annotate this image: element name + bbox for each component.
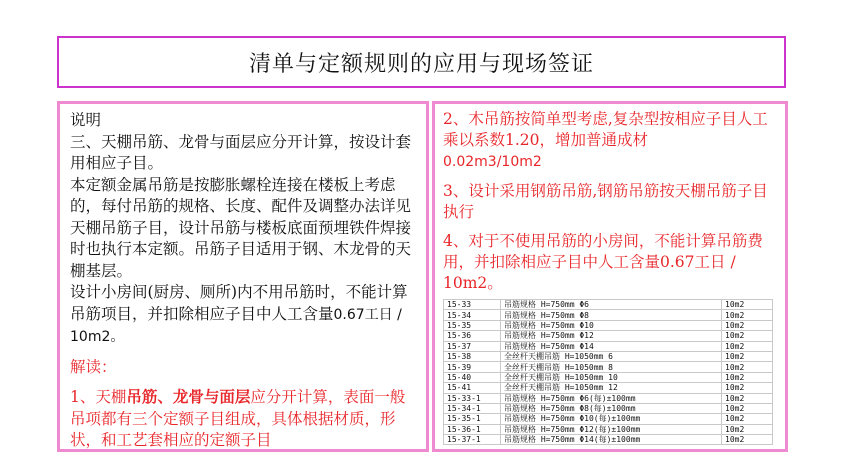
small-room-rule: [70, 282, 418, 349]
table-row: [444, 414, 773, 424]
quota-desc-cell: 吊筋规格 H=750mm Φ6: [501, 300, 722, 310]
quota-unit-cell: 10m2: [722, 424, 773, 434]
quota-desc-cell: 全丝杆天棚吊筋 H=1050mm 6: [501, 351, 722, 361]
table-row: [444, 331, 773, 341]
metal-hanger-description: 本定额金属吊筋是按膨胀螺栓连接在楼板上考虑的，每付吊筋的规格、长度、配件及调整办法详见天棚吊筋子目，设计吊筋与楼板底面预埋铁件焊接时也执行本定额。吊筋子目适用于钢、木龙骨的天棚基层。: [70, 175, 412, 280]
quota-code-cell: 15-37: [444, 341, 501, 351]
quota-desc-cell: 吊筋规格 H=750mm Φ8(每)±100mm: [501, 403, 722, 413]
quota-code-cell: 15-33: [444, 300, 501, 310]
interp-bold-term: 吊筋、龙骨与面层: [126, 387, 251, 406]
quota-code-cell: 15-40: [444, 372, 501, 382]
quota-desc-cell: 全丝杆天棚吊筋 H=1050mm 12: [501, 383, 722, 393]
table-row: [444, 435, 773, 445]
interpretation-point-1: [70, 386, 418, 452]
right-panel: [432, 101, 788, 452]
point-2: [443, 109, 779, 173]
slide-title: 清单与定额规则的应用与现场签证: [57, 36, 786, 88]
explanation-heading: 说明: [70, 111, 102, 129]
quota-unit-cell: 10m2: [722, 393, 773, 403]
small-room-rule-text: 设计小房间(厨房、厕所)内不用吊筋时，不能计算吊筋项目，并扣除相应子目中人工含量: [70, 283, 408, 323]
rule-3-text: 三、天棚吊筋、龙骨与面层应分开计算，按设计套用相应子目。: [70, 132, 412, 172]
point-4: 4、对于不使用吊筋的小房间，不能计算吊筋费用，并扣除相应子目中人工含量0.67工日 / 10m2。: [443, 232, 763, 292]
quota-unit-cell: 10m2: [722, 320, 773, 330]
quota-desc-cell: 吊筋规格 H=750mm Φ14(每)±100mm: [501, 435, 722, 445]
quota-code-cell: 15-39: [444, 362, 501, 372]
quota-unit-cell: 10m2: [722, 341, 773, 351]
small-room-rule-qty: 0.67工日 / 10m2。: [70, 306, 402, 345]
table-row: [444, 403, 773, 413]
quota-unit-cell: 10m2: [722, 435, 773, 445]
left-panel: [57, 101, 429, 452]
table-row: [444, 310, 773, 320]
quota-unit-cell: 10m2: [722, 403, 773, 413]
quota-desc-cell: 吊筋规格 H=750mm Φ6(每)±100mm: [501, 393, 722, 403]
quota-unit-cell: 10m2: [722, 331, 773, 341]
table-row: [444, 362, 773, 372]
table-row: [444, 351, 773, 361]
table-row: [444, 383, 773, 393]
quota-desc-cell: 吊筋规格 H=750mm Φ12(每)±100mm: [501, 424, 722, 434]
quota-desc-cell: 吊筋规格 H=750mm Φ10: [501, 320, 722, 330]
quota-desc-cell: 吊筋规格 H=750mm Φ8: [501, 310, 722, 320]
quota-code-cell: 15-33-1: [444, 393, 501, 403]
quota-unit-cell: 10m2: [722, 300, 773, 310]
quota-unit-cell: 10m2: [722, 372, 773, 382]
table-row: [444, 424, 773, 434]
quota-code-cell: 15-36: [444, 331, 501, 341]
quota-code-cell: 15-38: [444, 351, 501, 361]
quota-desc-cell: 吊筋规格 H=750mm Φ14: [501, 341, 722, 351]
quota-unit-cell: 10m2: [722, 351, 773, 361]
quota-code-cell: 15-35: [444, 320, 501, 330]
quota-unit-cell: 10m2: [722, 310, 773, 320]
quota-desc-cell: 吊筋规格 H=750mm Φ10(每)±100mm: [501, 414, 722, 424]
quota-table: [443, 299, 773, 445]
quota-code-cell: 15-36-1: [444, 424, 501, 434]
table-row: [444, 393, 773, 403]
quota-code-cell: 15-41: [444, 383, 501, 393]
quota-code-cell: 15-35-1: [444, 414, 501, 424]
interp-prefix: 1、天棚: [70, 388, 127, 406]
quota-unit-cell: 10m2: [722, 414, 773, 424]
quota-desc-cell: 吊筋规格 H=750mm Φ12: [501, 331, 722, 341]
table-row: [444, 320, 773, 330]
quota-code-cell: 15-34-1: [444, 403, 501, 413]
table-row: [444, 300, 773, 310]
quota-desc-cell: 全丝杆天棚吊筋 H=1050mm 10: [501, 372, 722, 382]
point-2-text: 2、木吊筋按简单型考虑,复杂型按相应子目人工乘以系数1.20，增加普通成材: [443, 110, 768, 149]
table-row: [444, 341, 773, 351]
point-3: 3、设计采用钢筋吊筋,钢筋吊筋按天棚吊筋子目执行: [443, 182, 768, 221]
interpretation-heading: 解读：: [70, 357, 117, 376]
quota-code-cell: 15-34: [444, 310, 501, 320]
table-row: [444, 372, 773, 382]
quota-code-cell: 15-37-1: [444, 435, 501, 445]
interp-rest: 应分开计算，表面一般吊项都有三个定额子目组成，具体根据材质，形状，和工艺套相应的定额子目: [70, 388, 406, 449]
quota-unit-cell: 10m2: [722, 362, 773, 372]
point-2-qty: 0.02m3/10m2: [443, 154, 542, 170]
quota-table-body: [444, 300, 773, 445]
quota-desc-cell: 全丝杆天棚吊筋 H=1050mm 8: [501, 362, 722, 372]
quota-unit-cell: 10m2: [722, 383, 773, 393]
